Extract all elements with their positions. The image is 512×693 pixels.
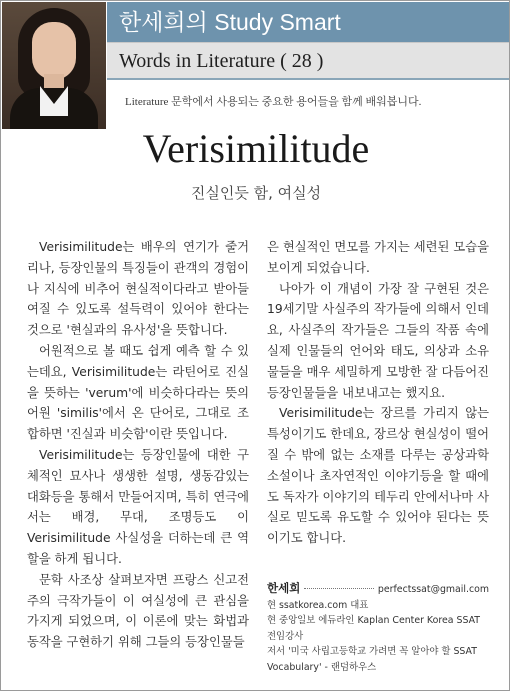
paragraph: Verisimilitude는 장르를 가리지 않는 특성이기도 한데요, 장르상 현실성이 떨어질 수 밖에 없는 소재를 다루는 공상과학소설이나 초자연적인 이야기등을 할 때에도 독자가 이야기의 테두리 안에서나마 사실로 믿도록 유도할 수 있어야 된다는 뜻이기도 합니다. [267, 406, 489, 546]
paragraph: Verisimilitude는 등장인물에 대한 구체적인 묘사나 생생한 설명, 생동감있는 대화등을 통해서 만들어지며, 특히 연극에서는 배경, 무대, 조명등도 이 Verisimilitude 사실성을 더하는데 큰 역할을 하게 됩니다. [27, 447, 249, 566]
author-name: 한세희 [267, 581, 301, 595]
right-column [267, 237, 489, 549]
bio-line: 저서 '미국 사립고등학교 가려면 꼭 알아야 할 SSAT Vocabulary' - 랜덤하우스 [267, 646, 477, 673]
paragraph: 문학 사조상 살펴보자면 프랑스 신고전주의 극작가들이 이 여실성에 큰 관심을 가지게 되었으며, 이 이론에 맞는 화법과 동작을 구현하기 위해 그들의 등장인물들 [27, 572, 249, 650]
headword-meaning: 진실인듯 함, 여실성 [190, 184, 322, 202]
paragraph: 나아가 이 개념이 가장 잘 구현된 것은 19세기말 사실주의 작가들에 의해서 인데요, 사실주의 작가들은 그들의 작품 속에 실제 인물들의 언어와 태도, 의상과 소유물들을 매우 세밀하게 모방한 잘 다듬어진 등장인물들을 내보내고는 했지요. [267, 281, 489, 400]
bio-name-row [267, 581, 489, 598]
bio-line: 현 ssatkorea.com 대표 [267, 599, 369, 611]
paragraph: 어원적으로 볼 때도 쉽게 예측 할 수 있는데요, Verisimilitude는 라틴어로 진실을 뜻하는 'verum'에 비슷하다라는 뜻의 어원 'similis'에서 온 단어로, 그대로 조합하면 '진실과 비슷함'이란 뜻입니다. [27, 343, 249, 442]
column-banner-title: 한세희의 Study Smart [107, 2, 509, 42]
author-email[interactable]: perfectssat@gmail.com [377, 584, 489, 595]
author-bio [267, 581, 489, 675]
paragraph: Verisimilitude는 배우의 연기가 줄거리나, 등장인물의 특징들이 관객의 경험이나 지식에 비추어 현실적이다라고 받아들여질 수 있도록 설득력이 있어야 한다는 것으로 '현실과의 유사성'을 뜻합니다. [27, 240, 249, 338]
headword-title: Verisimilitude [142, 126, 370, 171]
bio-line: 현 중앙일보 에듀라인 Kaplan Center Korea SSAT 전임강사 [267, 615, 480, 642]
series-title: Words in Literature ( 28 ) [107, 42, 509, 80]
intro-text: Literature 문학에서 사용되는 중요한 용어들을 함께 배워봅니다. [125, 96, 422, 108]
author-portrait-photo [2, 2, 106, 129]
left-column [27, 237, 249, 653]
paragraph: 은 현실적인 면모를 가지는 세련된 모습을 보이게 되었습니다. [267, 240, 489, 275]
dotted-leader [304, 588, 374, 589]
portrait-face [32, 22, 76, 80]
